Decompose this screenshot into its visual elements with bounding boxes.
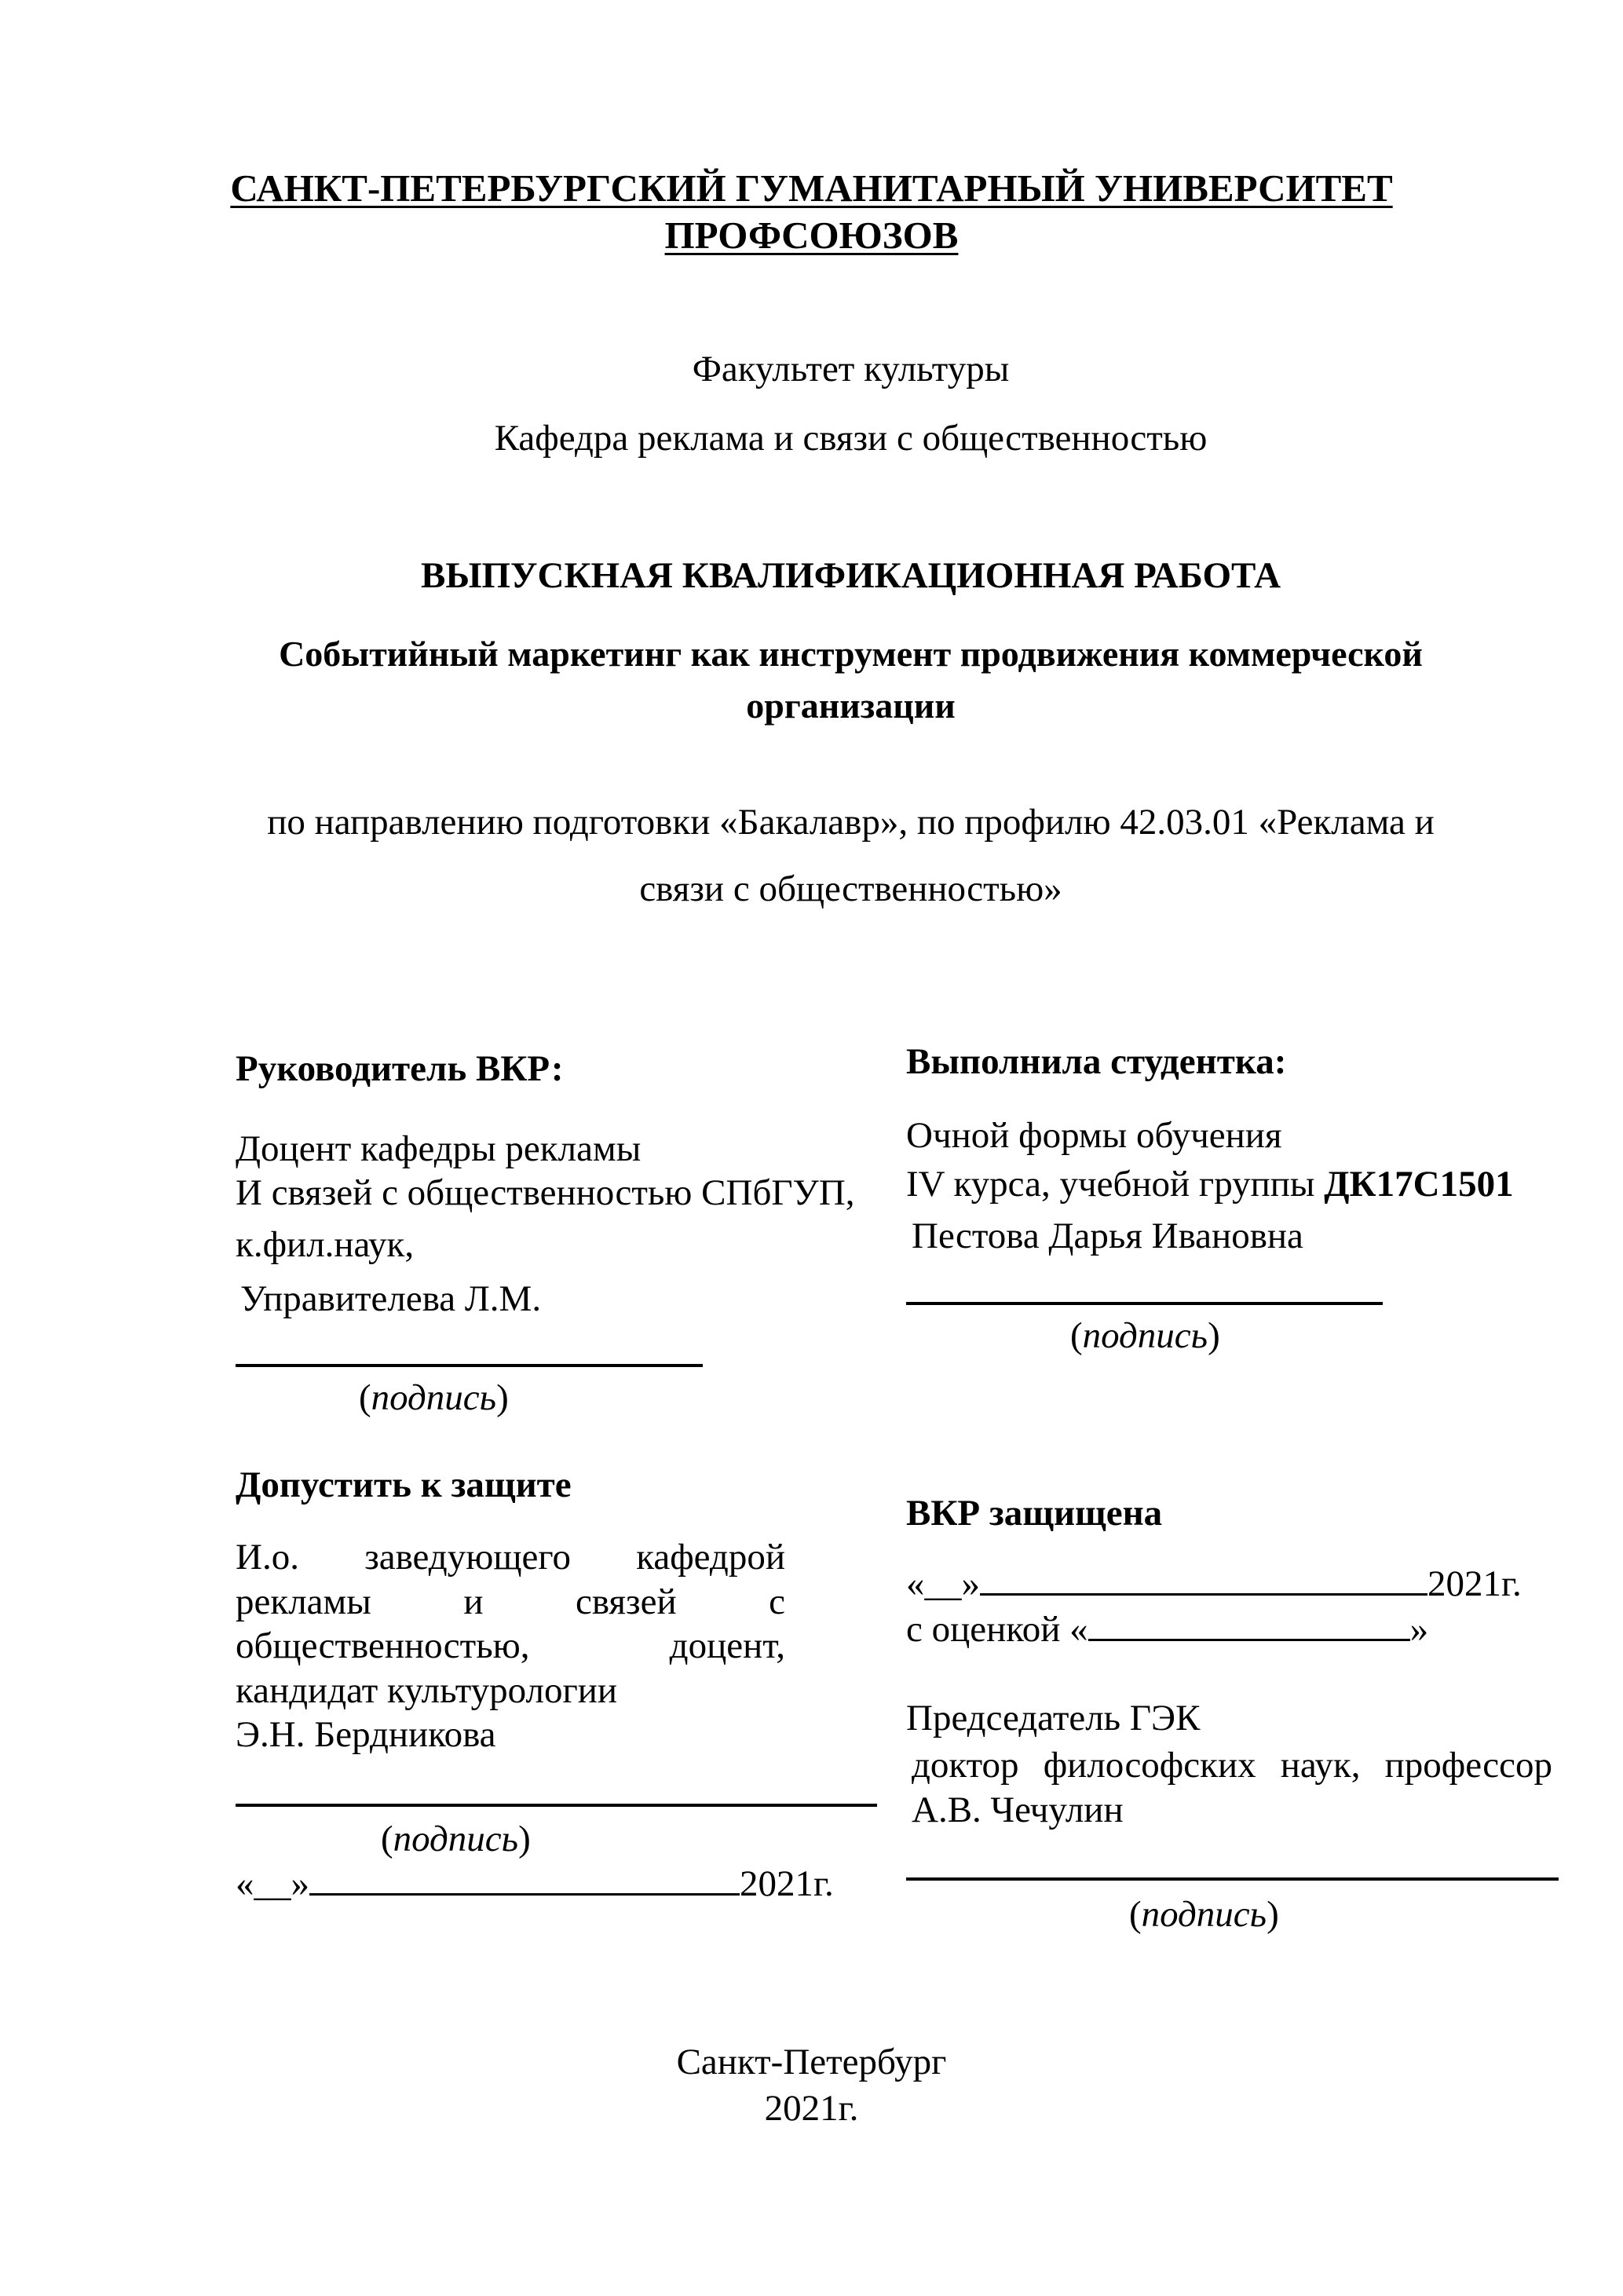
date-day: «__»: [236, 1863, 309, 1904]
chair-signature-line: [906, 1877, 1559, 1881]
signature-text: подпись: [1082, 1315, 1208, 1356]
group-code: ДК17С1501: [1324, 1164, 1514, 1205]
date-year: 2021г.: [740, 1863, 834, 1904]
direction-line2: связи с общественностью»: [639, 868, 1062, 909]
year: 2021г.: [764, 2088, 859, 2129]
defended-grade: [906, 1607, 1428, 1651]
date-year: 2021г.: [1427, 1563, 1522, 1604]
admit-line: общественностью, доцент,: [236, 1625, 785, 1666]
admit-line: кандидат культурологии: [236, 1670, 618, 1711]
defended-heading: ВКР защищена: [906, 1493, 1163, 1534]
chair-title: Председатель ГЭК: [906, 1698, 1201, 1738]
supervisor-signature-line: [236, 1364, 703, 1367]
student-course-group: [906, 1162, 1514, 1206]
student-signature-label: (подпись): [1070, 1315, 1220, 1356]
supervisor-heading: Руководитель ВКР:: [236, 1048, 564, 1089]
supervisor-line: к.фил.наук,: [236, 1224, 415, 1265]
signature-text: подпись: [393, 1819, 519, 1859]
supervisor-name: Управителева Л.М.: [240, 1278, 542, 1319]
work-title-line2: организации: [746, 686, 956, 726]
supervisor-line: И связей с общественностью СПбГУП,: [236, 1172, 855, 1213]
department: Кафедра реклама и связи с общественностью: [494, 418, 1208, 459]
admit-signature-label: (подпись): [381, 1819, 531, 1859]
admit-line: И.о. заведующего кафедрой: [236, 1537, 785, 1578]
admit-line: рекламы и связей с: [236, 1581, 785, 1622]
grade-label: с оценкой «: [906, 1609, 1088, 1650]
date-blank: [309, 1862, 740, 1896]
university-name-line1: САНКТ-ПЕТЕРБУРГСКИЙ ГУМАНИТАРНЫЙ УНИВЕРСИТЕТ: [230, 166, 1393, 210]
student-name: Пестова Дарья Ивановна: [912, 1216, 1303, 1256]
admit-name: Э.Н. Бердникова: [236, 1714, 496, 1755]
admit-heading: Допустить к защите: [236, 1464, 572, 1505]
signature-text: подпись: [1141, 1894, 1267, 1935]
city: Санкт-Петербург: [676, 2042, 947, 2082]
work-type: ВЫПУСКНАЯ КВАЛИФИКАЦИОННАЯ РАБОТА: [420, 555, 1281, 596]
supervisor-signature-label: (подпись): [359, 1377, 509, 1418]
student-study-form: Очной формы обучения: [906, 1115, 1282, 1156]
date-day: «__»: [906, 1563, 980, 1604]
direction-line1: по направлению подготовки «Бакалавр», по профилю 42.03.01 «Реклама и: [267, 802, 1435, 843]
faculty: Факультет культуры: [692, 349, 1010, 389]
admit-date: [236, 1862, 834, 1906]
date-blank: [980, 1562, 1427, 1596]
work-title-line1: Событийный маркетинг как инструмент продвижения коммерческой: [279, 634, 1423, 674]
chair-signature-label: (подпись): [1129, 1894, 1279, 1935]
chair-degree: доктор философских наук, профессор: [912, 1745, 1552, 1786]
supervisor-line: Доцент кафедры рекламы: [236, 1128, 642, 1169]
student-heading: Выполнила студентка:: [906, 1041, 1287, 1082]
chair-name: А.В. Чечулин: [912, 1790, 1124, 1830]
course-text: IV курса, учебной группы: [906, 1164, 1325, 1205]
defended-date: [906, 1562, 1522, 1606]
admit-signature-line: [236, 1804, 877, 1807]
university-name-line2: ПРОФСОЮЗОВ: [664, 214, 959, 257]
signature-text: подпись: [371, 1377, 497, 1418]
grade-blank: [1088, 1607, 1410, 1641]
student-signature-line: [906, 1302, 1383, 1305]
grade-close: »: [1409, 1609, 1429, 1650]
